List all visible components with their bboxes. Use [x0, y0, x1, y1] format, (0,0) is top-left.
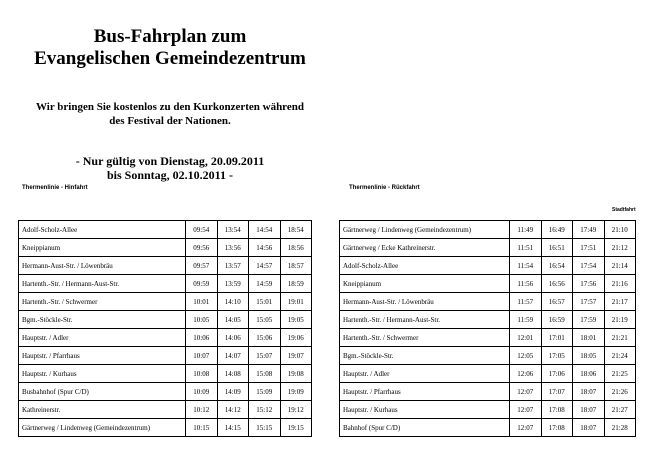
return-row	[340, 293, 636, 311]
outbound-row	[19, 365, 312, 383]
outbound-row	[19, 257, 312, 275]
departure-time: 14:06	[217, 329, 249, 347]
departure-time: 18:07	[573, 383, 605, 401]
departure-time: 21:27	[604, 401, 636, 419]
return-row	[340, 329, 636, 347]
departure-time: 12:05	[510, 347, 542, 365]
departure-time: 10:05	[186, 311, 218, 329]
departure-time: 14:08	[217, 365, 249, 383]
departure-time: 15:07	[249, 347, 281, 365]
departure-time: 15:15	[249, 419, 281, 437]
departure-time: 14:10	[217, 293, 249, 311]
departure-time: 16:49	[541, 221, 573, 239]
departure-time: 19:05	[280, 311, 312, 329]
title-line-2: Evangelischen Gemeindezentrum	[34, 48, 306, 69]
departure-time: 10:08	[186, 365, 218, 383]
outbound-timetable	[18, 220, 312, 437]
departure-time: 13:54	[217, 221, 249, 239]
outbound-row	[19, 275, 312, 293]
departure-time: 10:07	[186, 347, 218, 365]
departure-time: 13:59	[217, 275, 249, 293]
departure-time: 21:26	[604, 383, 636, 401]
departure-time: 17:49	[573, 221, 605, 239]
return-row	[340, 365, 636, 383]
return-row	[340, 221, 636, 239]
stop-name: Gärtnerweg / Ecke Kathreinerstr.	[340, 239, 510, 257]
departure-time: 15:09	[249, 383, 281, 401]
departure-time: 18:57	[280, 257, 312, 275]
departure-time: 09:59	[186, 275, 218, 293]
departure-time: 14:15	[217, 419, 249, 437]
departure-time: 14:59	[249, 275, 281, 293]
departure-time: 17:51	[573, 239, 605, 257]
departure-time: 17:06	[541, 365, 573, 383]
departure-time: 21:12	[604, 239, 636, 257]
stop-name: Kneippianum	[340, 275, 510, 293]
subtitle	[0, 100, 340, 128]
departure-time: 11:56	[510, 275, 542, 293]
stop-name: Kathreinerstr.	[19, 401, 186, 419]
departure-time: 19:07	[280, 347, 312, 365]
departure-time: 11:57	[510, 293, 542, 311]
departure-time: 18:07	[573, 401, 605, 419]
departure-time: 18:56	[280, 239, 312, 257]
departure-time: 21:10	[604, 221, 636, 239]
subtitle-line-1: Wir bringen Sie kostenlos zu den Kurkonzerten während	[35, 101, 304, 113]
departure-time: 12:07	[510, 401, 542, 419]
departure-time: 18:01	[573, 329, 605, 347]
stop-name: Kneippianum	[19, 239, 186, 257]
departure-time: 15:08	[249, 365, 281, 383]
return-row	[340, 275, 636, 293]
departure-time: 21:16	[604, 275, 636, 293]
departure-time: 12:01	[510, 329, 542, 347]
stop-name: Hauptstr. / Adler	[19, 329, 186, 347]
departure-time: 11:59	[510, 311, 542, 329]
departure-time: 16:59	[541, 311, 573, 329]
return-note: Stadtfahrt	[612, 207, 636, 213]
stop-name: Hartenth.-Str. / Schwermer	[19, 293, 186, 311]
outbound-row	[19, 239, 312, 257]
outbound-row	[19, 293, 312, 311]
departure-time: 10:12	[186, 401, 218, 419]
stop-name: Bgm.-Stöckle-Str.	[19, 311, 186, 329]
departure-time: 12:07	[510, 383, 542, 401]
departure-time: 16:56	[541, 275, 573, 293]
departure-time: 17:56	[573, 275, 605, 293]
departure-time: 09:54	[186, 221, 218, 239]
stop-name: Hauptstr. / Pfarrhaus	[340, 383, 510, 401]
stop-name: Hauptstr. / Kurhaus	[340, 401, 510, 419]
stop-name: Hauptstr. / Pfarrhaus	[19, 347, 186, 365]
departure-time: 21:21	[604, 329, 636, 347]
departure-time: 10:01	[186, 293, 218, 311]
stop-name: Hartenth.-Str. / Hermann-Aust-Str.	[19, 275, 186, 293]
departure-time: 14:12	[217, 401, 249, 419]
stop-name: Gärtnerweg / Lindenweg (Gemeindezentrum)	[340, 221, 510, 239]
departure-time: 19:08	[280, 365, 312, 383]
document-title	[0, 26, 340, 70]
stop-name: Busbahnhof (Spur C/D)	[19, 383, 186, 401]
departure-time: 19:01	[280, 293, 312, 311]
return-row	[340, 347, 636, 365]
stop-name: Hauptstr. / Adler	[340, 365, 510, 383]
departure-time: 19:09	[280, 383, 312, 401]
validity-line-2: bis Sonntag, 02.10.2011 -	[106, 168, 234, 182]
departure-time: 14:57	[249, 257, 281, 275]
departure-time: 11:51	[510, 239, 542, 257]
departure-time: 17:07	[541, 383, 573, 401]
departure-time: 17:54	[573, 257, 605, 275]
departure-time: 10:09	[186, 383, 218, 401]
departure-time: 19:06	[280, 329, 312, 347]
departure-time: 14:07	[217, 347, 249, 365]
departure-time: 18:06	[573, 365, 605, 383]
stop-name: Adolf-Scholz-Allee	[340, 257, 510, 275]
departure-time: 21:25	[604, 365, 636, 383]
departure-time: 17:05	[541, 347, 573, 365]
stop-name: Bahnhof (Spur C/D)	[340, 419, 510, 437]
departure-time: 21:24	[604, 347, 636, 365]
departure-time: 14:05	[217, 311, 249, 329]
departure-time: 17:08	[541, 401, 573, 419]
departure-time: 15:06	[249, 329, 281, 347]
departure-time: 18:54	[280, 221, 312, 239]
stop-name: Hauptstr. / Kurhaus	[19, 365, 186, 383]
departure-time: 16:57	[541, 293, 573, 311]
departure-time: 11:54	[510, 257, 542, 275]
departure-time: 21:19	[604, 311, 636, 329]
return-row	[340, 311, 636, 329]
departure-time: 10:06	[186, 329, 218, 347]
departure-time: 14:54	[249, 221, 281, 239]
departure-time: 21:17	[604, 293, 636, 311]
stop-name: Hermann-Aust-Str. / Löwenbräu	[19, 257, 186, 275]
outbound-row	[19, 221, 312, 239]
departure-time: 17:59	[573, 311, 605, 329]
stop-name: Adolf-Scholz-Allee	[19, 221, 186, 239]
departure-time: 18:59	[280, 275, 312, 293]
return-row	[340, 239, 636, 257]
departure-time: 14:09	[217, 383, 249, 401]
departure-time: 13:56	[217, 239, 249, 257]
validity-period	[0, 154, 340, 182]
departure-time: 21:14	[604, 257, 636, 275]
stop-name: Hartenth.-Str. / Schwermer	[340, 329, 510, 347]
return-row	[340, 401, 636, 419]
validity-line-1: - Nur gültig von Dienstag, 20.09.2011	[75, 154, 265, 168]
outbound-row	[19, 347, 312, 365]
return-label: Thermenlinie - Rückfahrt	[349, 185, 420, 191]
return-row	[340, 257, 636, 275]
departure-time: 10:15	[186, 419, 218, 437]
departure-time: 12:07	[510, 419, 542, 437]
departure-time: 18:07	[573, 419, 605, 437]
stop-name: Bgm.-Stöckle-Str.	[340, 347, 510, 365]
departure-time: 13:57	[217, 257, 249, 275]
departure-time: 21:28	[604, 419, 636, 437]
departure-time: 15:01	[249, 293, 281, 311]
outbound-row	[19, 329, 312, 347]
departure-time: 17:01	[541, 329, 573, 347]
departure-time: 17:08	[541, 419, 573, 437]
outbound-row	[19, 311, 312, 329]
stop-name: Gärtnerweg / Lindenweg (Gemeindezentrum)	[19, 419, 186, 437]
departure-time: 15:12	[249, 401, 281, 419]
departure-time: 19:12	[280, 401, 312, 419]
departure-time: 12:06	[510, 365, 542, 383]
return-row	[340, 419, 636, 437]
outbound-row	[19, 401, 312, 419]
departure-time: 17:57	[573, 293, 605, 311]
outbound-row	[19, 419, 312, 437]
title-line-1: Bus-Fahrplan zum	[93, 26, 247, 47]
return-timetable	[339, 220, 636, 437]
departure-time: 14:56	[249, 239, 281, 257]
departure-time: 18:05	[573, 347, 605, 365]
outbound-label: Thermenlinie - Hinfahrt	[22, 185, 88, 191]
departure-time: 09:56	[186, 239, 218, 257]
departure-time: 19:15	[280, 419, 312, 437]
return-row	[340, 383, 636, 401]
departure-time: 16:51	[541, 239, 573, 257]
departure-time: 15:05	[249, 311, 281, 329]
departure-time: 16:54	[541, 257, 573, 275]
departure-time: 11:49	[510, 221, 542, 239]
subtitle-line-2: des Festival der Nationen.	[109, 115, 231, 127]
outbound-row	[19, 383, 312, 401]
stop-name: Hermann-Aust-Str. / Löwenbräu	[340, 293, 510, 311]
stop-name: Hartenth.-Str. / Hermann-Aust-Str.	[340, 311, 510, 329]
departure-time: 09:57	[186, 257, 218, 275]
